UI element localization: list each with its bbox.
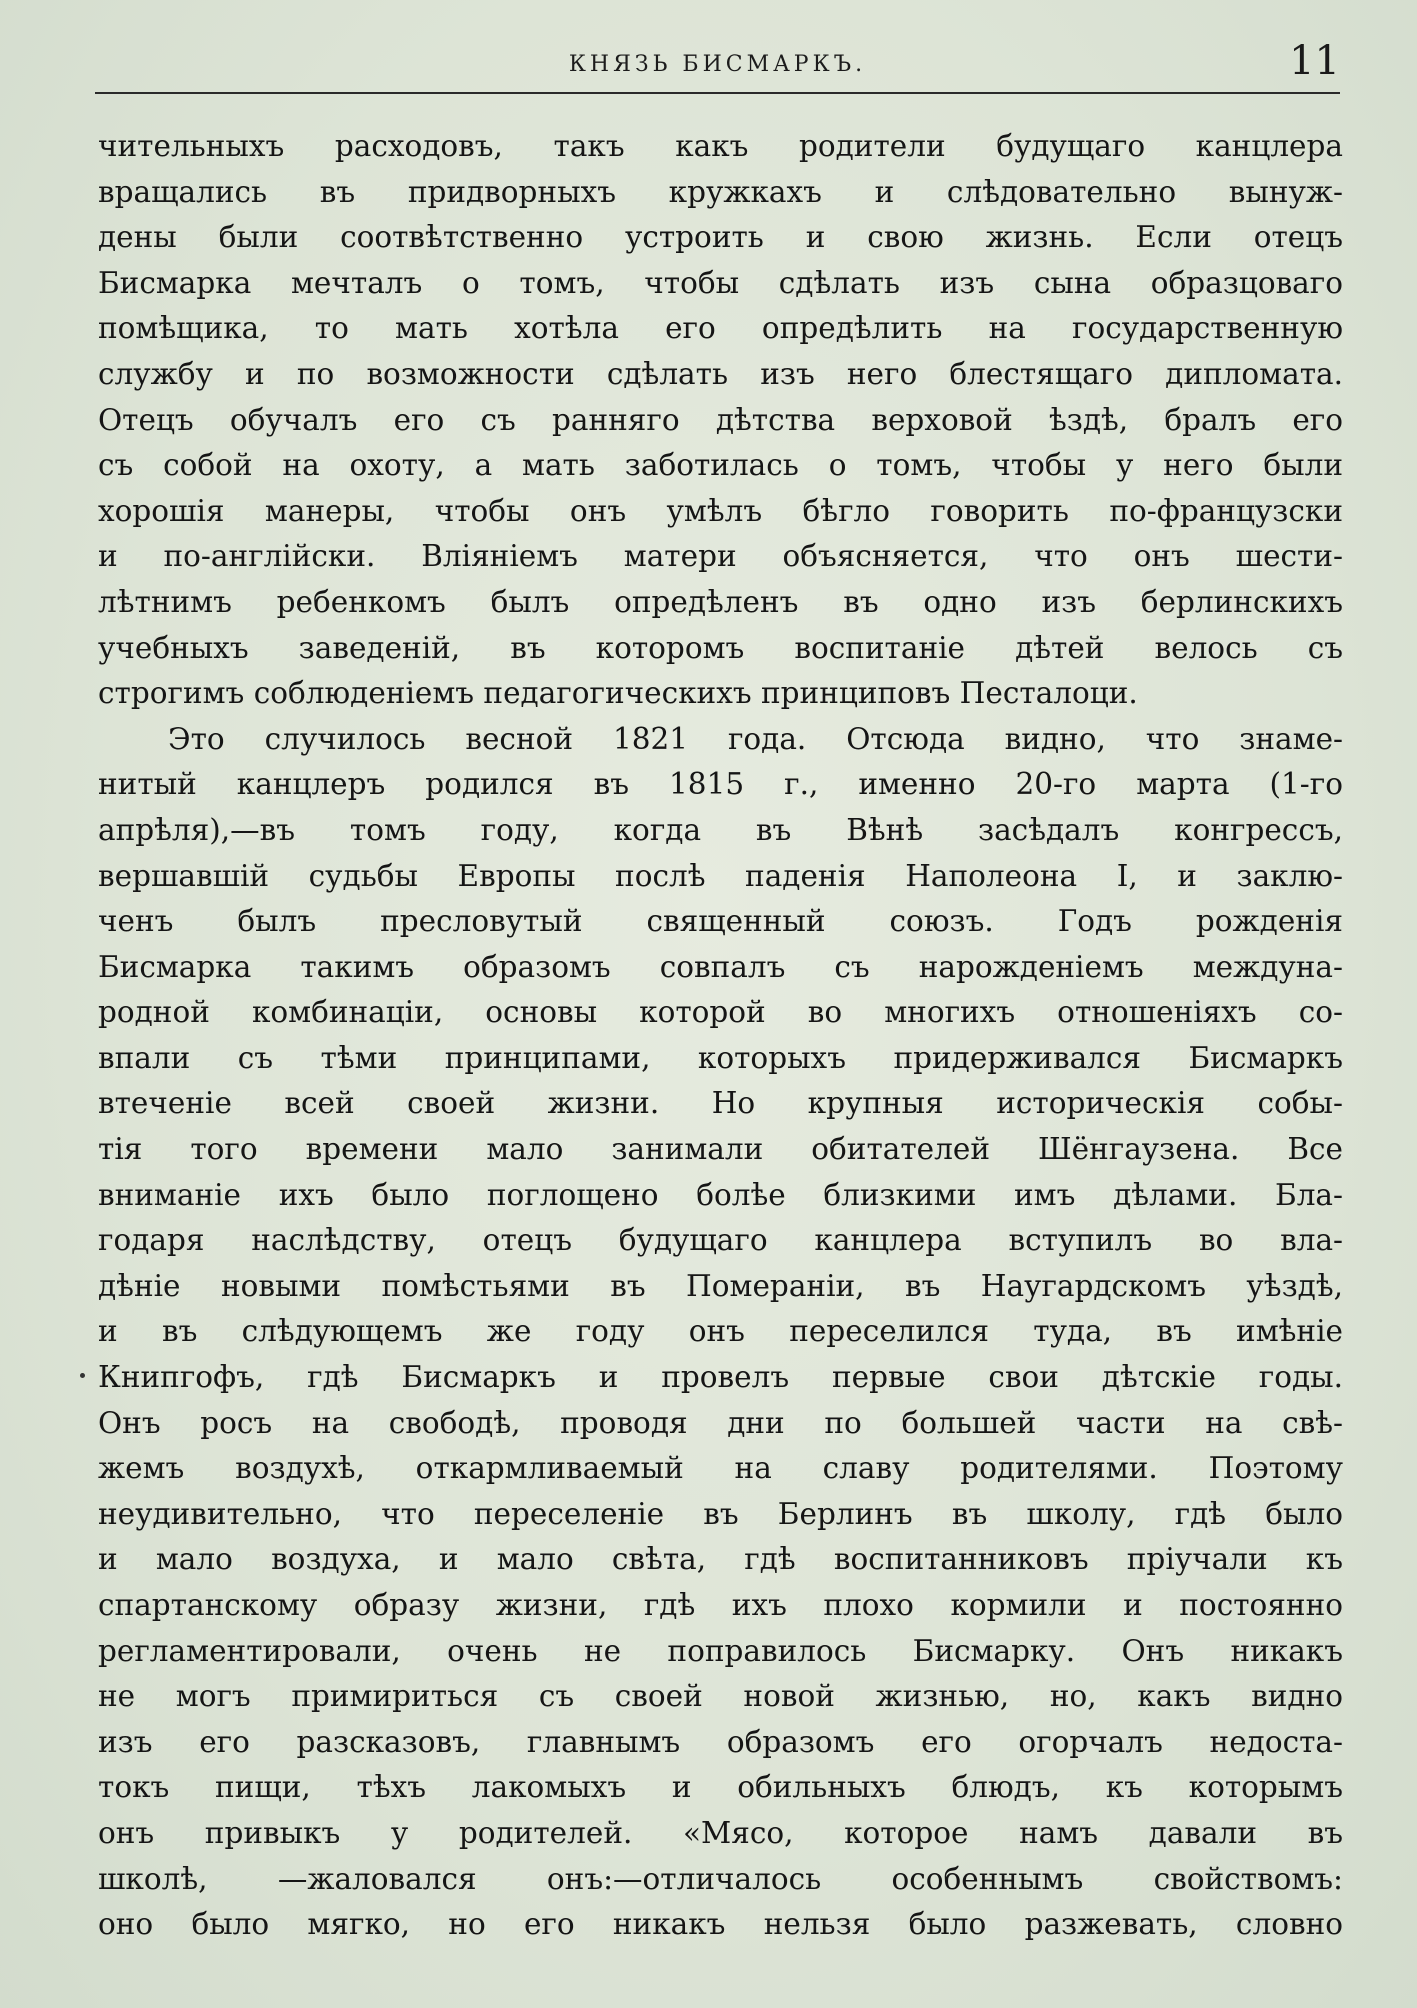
text-line: Отецъ обучалъ его съ ранняго дѣтства верховой ѣздѣ, бралъ его: [98, 402, 1343, 437]
text-line: Онъ росъ на свободѣ, проводя дни по большей части на свѣ-: [98, 1405, 1343, 1440]
page-number: 11: [1289, 38, 1340, 84]
running-title: КНЯЗЬ БИСМАРКЪ.: [568, 52, 867, 77]
text-line: вниманіе ихъ было поглощено болѣе близкими имъ дѣлами. Бла-: [98, 1177, 1343, 1212]
body-text: [98, 124, 1343, 1948]
text-line: родной комбинаціи, основы которой во многихъ отношеніяхъ со-: [98, 995, 1343, 1030]
text-line: спартанскому образу жизни, гдѣ ихъ плохо кормили и постоянно: [98, 1588, 1343, 1622]
text-line: регламентировали, очень не поправилось Бисмарку. Онъ никакъ: [98, 1633, 1343, 1668]
text-line: Бисмарка мечталъ о томъ, чтобы сдѣлать изъ сына образцоваго: [98, 265, 1343, 300]
text-line: чительныхъ расходовъ, такъ какъ родители будущаго канцлера: [98, 129, 1343, 163]
text-line: оно было мягко, но его никакъ нельзя было разжевать, словно: [98, 1907, 1343, 1942]
text-line: вращались въ придворныхъ кружкахъ и слѣдовательно вынуж-: [98, 174, 1343, 209]
text-line: съ собой на охоту, а мать заботилась о томъ, чтобы у него были: [98, 448, 1343, 483]
header-rule: [95, 92, 1340, 94]
text-line: токъ пищи, тѣхъ лакомыхъ и обильныхъ блюдъ, къ которымъ: [98, 1770, 1343, 1805]
text-line: неудивительно, что переселеніе въ Берлинъ въ школу, гдѣ было: [98, 1496, 1343, 1531]
text-line: помѣщика, то мать хотѣла его опредѣлить на государственную: [98, 311, 1343, 346]
text-line: апрѣля),—въ томъ году, когда въ Вѣнѣ засѣдалъ конгрессъ,: [98, 812, 1343, 847]
text-line: лѣтнимъ ребенкомъ былъ опредѣленъ въ одно изъ берлинскихъ: [98, 584, 1343, 619]
text-line: строгимъ соблюденіемъ педагогическихъ принциповъ Песталоци.: [98, 676, 1138, 711]
text-line: дены были соотвѣтственно устроить и свою жизнь. Если отецъ: [98, 220, 1343, 255]
text-line: изъ его разсказовъ, главнымъ образомъ его огорчалъ недоста-: [98, 1724, 1343, 1759]
text-line: онъ привыкъ у родителей. «Мясо, которое намъ давали въ: [98, 1815, 1343, 1850]
text-line: втеченіе всей своей жизни. Но крупныя историческія собы-: [98, 1086, 1343, 1121]
page-header: [95, 36, 1340, 92]
text-line: школѣ, —жаловался онъ:—отличалось особеннымъ свойствомъ:: [98, 1861, 1343, 1896]
text-line: учебныхъ заведеній, въ которомъ воспитаніе дѣтей велось съ: [98, 630, 1343, 665]
text-line: Это случилось весной 1821 года. Отсюда видно, что знаме-: [168, 721, 1343, 756]
text-line: не могъ примириться съ своей новой жизнью, но, какъ видно: [98, 1679, 1343, 1714]
text-line: и по-англійски. Вліяніемъ матери объясняется, что онъ шести-: [98, 539, 1343, 574]
text-line: Бисмарка такимъ образомъ совпалъ съ нарожденіемъ междуна-: [98, 949, 1343, 984]
text-line: и въ слѣдующемъ же году онъ переселился туда, въ имѣніе: [98, 1314, 1343, 1349]
text-line: хорошія манеры, чтобы онъ умѣлъ бѣгло говорить по-французски: [98, 493, 1343, 528]
text-line: дѣніе новыми помѣстьями въ Помераніи, въ Наугардскомъ уѣздѣ,: [98, 1268, 1343, 1303]
text-line: службу и по возможности сдѣлать изъ него блестящаго дипломата.: [98, 356, 1343, 391]
text-line: ченъ былъ пресловутый священный союзъ. Годъ рожденія: [98, 904, 1343, 939]
text-line: тія того времени мало занимали обитателей Шёнгаузена. Все: [98, 1132, 1343, 1167]
text-line: впали съ тѣми принципами, которыхъ придерживался Бисмаркъ: [98, 1040, 1343, 1075]
text-line: жемъ воздухѣ, откармливаемый на славу родителями. Поэтому: [98, 1451, 1343, 1486]
print-speck: [80, 1373, 85, 1378]
text-line: и мало воздуха, и мало свѣта, гдѣ воспитанниковъ пріучали къ: [98, 1542, 1343, 1577]
text-line: годаря наслѣдству, отецъ будущаго канцлера вступилъ во вла-: [98, 1223, 1343, 1258]
text-line: нитый канцлеръ родился въ 1815 г., именно 20-го марта (1-го: [98, 767, 1343, 802]
text-line: вершавшій судьбы Европы послѣ паденія Наполеона I, и заклю-: [98, 858, 1343, 893]
text-line: Книпгофъ, гдѣ Бисмаркъ и провелъ первые свои дѣтскіе годы.: [98, 1360, 1343, 1395]
